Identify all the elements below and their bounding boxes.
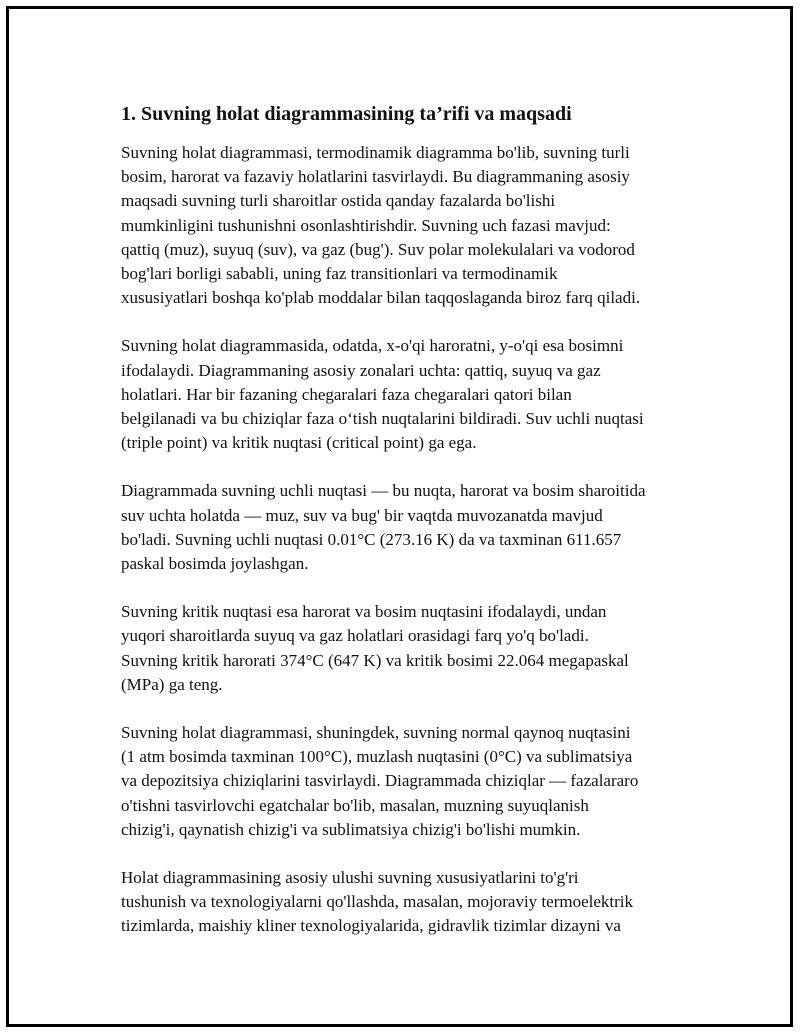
text-line: tizimlarda, maishiy kliner texnologiyalarida, gidravlik tizimlar dizayni va [121, 916, 621, 936]
text-line: (MPa) ga teng. [121, 674, 223, 694]
page-frame [6, 6, 793, 1027]
paragraph-list [121, 141, 701, 939]
text-line: tushunish va texnologiyalarni qo'llashda, masalan, mojoraviy termoelektrik [121, 892, 634, 912]
document-body [121, 99, 701, 963]
text-line: xususiyatlari boshqa ko'plab moddalar bilan taqqoslaganda biroz farq qiladi. [121, 288, 641, 308]
paragraph [121, 141, 701, 310]
text-line: mumkinligini tushunishni osonlashtirishdir. Suvning uch fazasi mavjud: [121, 215, 611, 235]
text-line: chizig'i, qaynatish chizig'i va sublimatsiya chizig'i bo'lishi mumkin. [121, 819, 581, 839]
section-heading: 1. Suvning holat diagrammasining ta’rifi va maqsadi [121, 103, 572, 125]
text-line: suv uchta holatda — muz, suv va bug' bir vaqtda muvozanatda mavjud [121, 505, 603, 525]
text-line: qattiq (muz), suyuq (suv), va gaz (bug'). Suv polar molekulalari va vodorod [121, 239, 635, 259]
text-line: bog'lari borligi sababli, uning faz transitionlari va termodinamik [121, 264, 558, 284]
text-line: paskal bosimda joylashgan. [121, 554, 309, 574]
paragraph [121, 866, 701, 939]
paragraph [121, 479, 701, 576]
text-line: ifodalaydi. Diagrammaning asosiy zonalari uchta: qattiq, suyuq va gaz [121, 360, 601, 380]
text-line: Suvning kritik harorati 374°C (647 K) va kritik bosimi 22.064 megapaskal [121, 650, 629, 670]
text-line: Holat diagrammasining asosiy ulushi suvning xususiyatlarini to'g'ri [121, 868, 579, 888]
text-line: Diagrammada suvning uchli nuqtasi — bu nuqta, harorat va bosim sharoitida [121, 481, 646, 501]
text-line: (triple point) va kritik nuqtasi (critical point) ga ega. [121, 433, 477, 453]
text-line: holatlari. Har bir fazaning chegaralari faza chegaralari qatori bilan [121, 384, 572, 404]
text-line: o'tishni tasvirlovchi egatchalar bo'lib, masalan, muzning suyuqlanish [121, 795, 589, 815]
text-line: Suvning holat diagrammasi, termodinamik diagramma bo'lib, suvning turli [121, 143, 630, 162]
text-line: yuqori sharoitlarda suyuq va gaz holatlari orasidagi farq yo'q bo'ladi. [121, 626, 589, 646]
text-line: va depozitsiya chiziqlarini tasvirlaydi. Diagrammada chiziqlar — fazalararo [121, 771, 639, 791]
paragraph [121, 721, 701, 842]
text-line: Suvning holat diagrammasi, shuningdek, suvning normal qaynoq nuqtasini [121, 723, 631, 743]
text-line: Suvning kritik nuqtasi esa harorat va bosim nuqtasini ifodalaydi, undan [121, 602, 607, 622]
text-line: maqsadi suvning turli sharoitlar ostida qanday fazalarda bo'lishi [121, 191, 556, 211]
text-line: (1 atm bosimda taxminan 100°C), muzlash nuqtasini (0°C) va sublimatsiya [121, 747, 633, 767]
text-line: bo'ladi. Suvning uchli nuqtasi 0.01°C (273.16 K) da va taxminan 611.657 [121, 529, 622, 549]
text-line: Suvning holat diagrammasida, odatda, x-o'qi haroratni, y-o'qi esa bosimni [121, 336, 624, 356]
paragraph [121, 600, 701, 697]
paragraph [121, 334, 701, 455]
text-line: bosim, harorat va fazaviy holatlarini tasvirlaydi. Bu diagrammaning asosiy [121, 167, 630, 187]
text-line: belgilanadi va bu chiziqlar faza o‘tish nuqtalarini bildiradi. Suv uchli nuqtasi [121, 409, 644, 429]
